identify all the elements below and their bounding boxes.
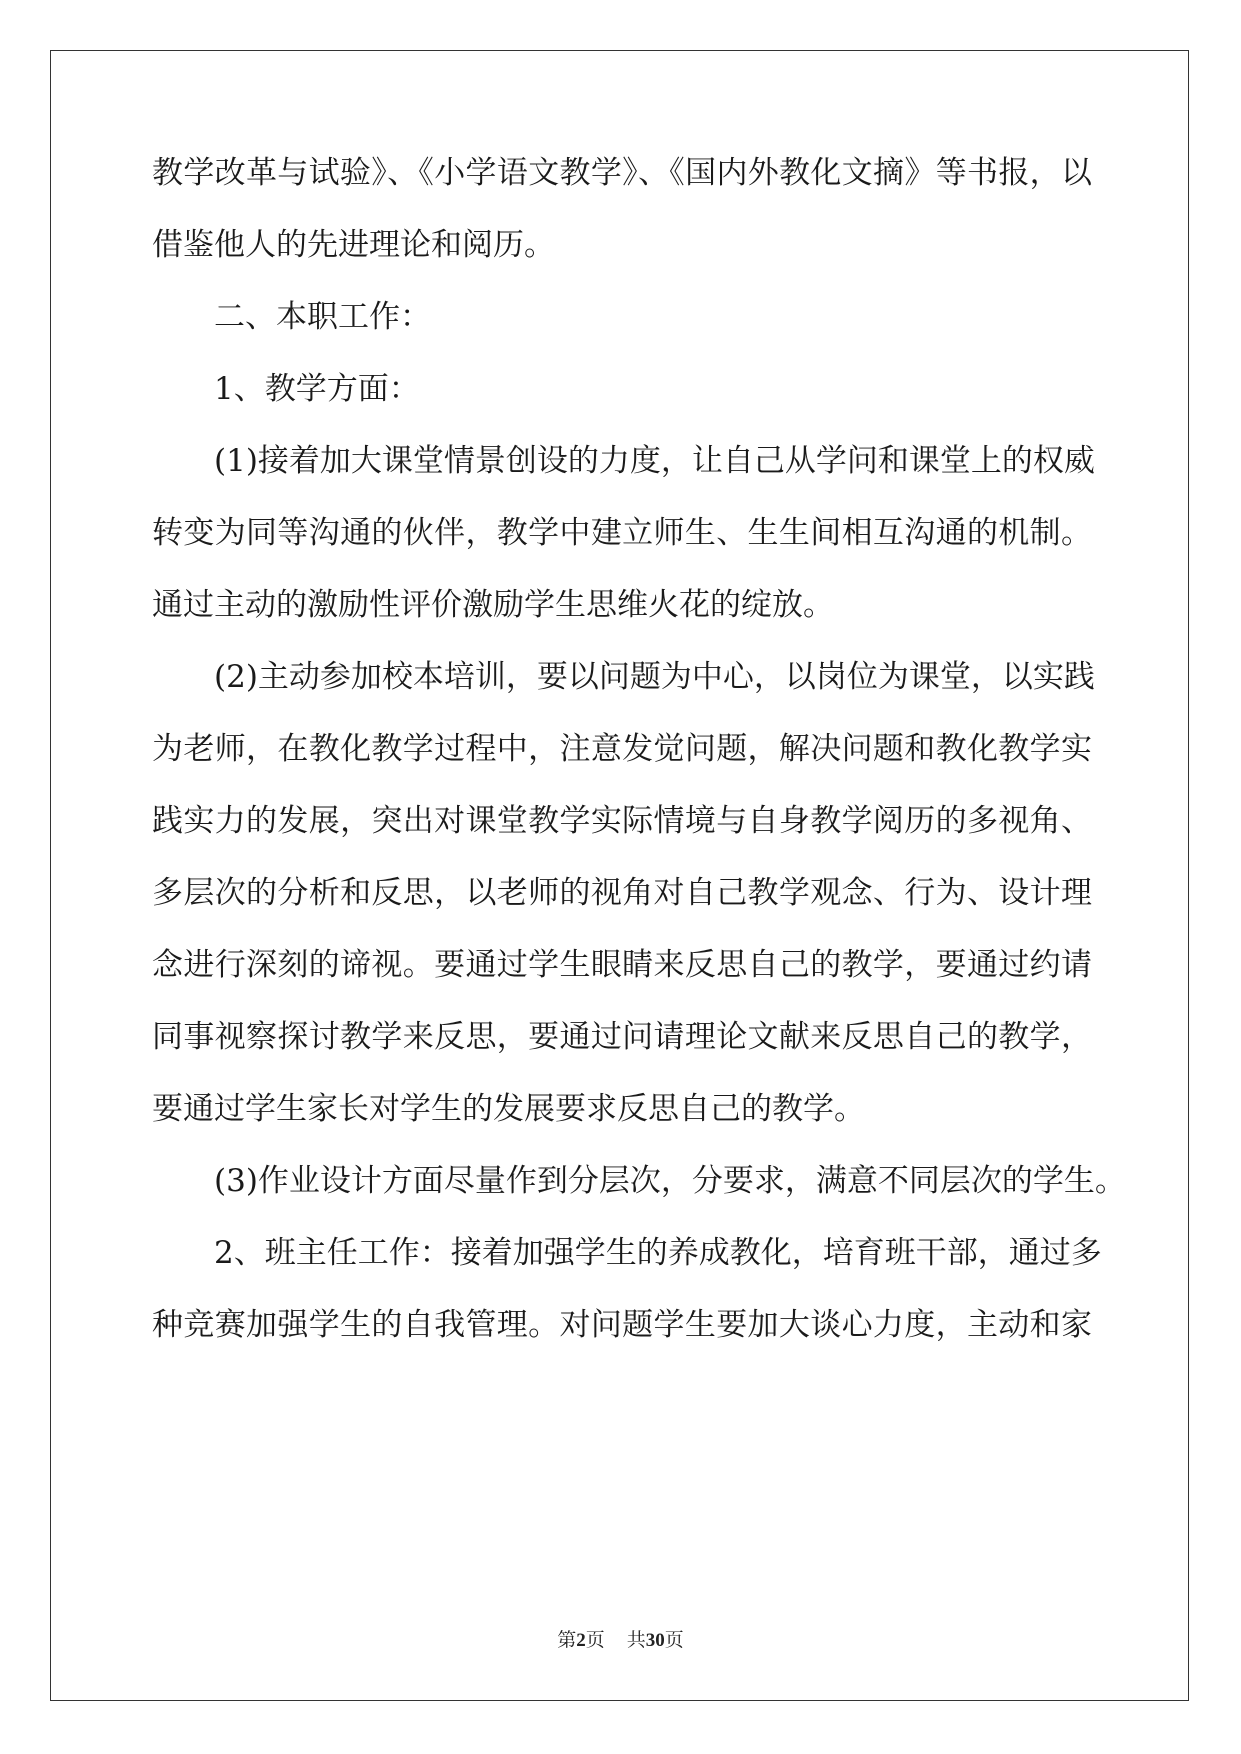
page-total: 共30页 (626, 1629, 684, 1651)
body-line: 为老师，在教化教学过程中，注意发觉问题，解决问题和教化教学实 (152, 731, 1092, 767)
body-line: 多层次的分析和反思，以老师的视角对自己教学观念、行为、设计理 (152, 875, 1092, 911)
body-line: (2)主动参加校本培训，要以问题为中心，以岗位为课堂，以实践 (214, 659, 1095, 695)
body-line: 践实力的发展，突出对课堂教学实际情境与自身教学阅历的多视角、 (152, 803, 1092, 839)
subsection-heading: 1、教学方面： (214, 371, 420, 407)
body-line: 借鉴他人的先进理论和阅历。 (152, 227, 555, 263)
page-number: 第2页 (557, 1629, 605, 1651)
body-line: 转变为同等沟通的伙伴，教学中建立师生、生生间相互沟通的机制。 (152, 515, 1092, 551)
body-line: 教学改革与试验》、《小学语文教学》、《国内外教化文摘》等书报，以 (152, 155, 1092, 191)
body-line: 通过主动的激励性评价激励学生思维火花的绽放。 (152, 587, 834, 623)
body-line: 种竞赛加强学生的自我管理。对问题学生要加大谈心力度，主动和家 (152, 1307, 1092, 1343)
body-line: 要通过学生家长对学生的发展要求反思自己的教学。 (152, 1091, 865, 1127)
body-line: (1)接着加大课堂情景创设的力度，让自己从学问和课堂上的权威 (214, 443, 1095, 479)
body-line: (3)作业设计方面尽量作到分层次，分要求，满意不同层次的学生。 (214, 1163, 1126, 1199)
page-footer (0, 1628, 1241, 1653)
body-line: 同事视察探讨教学来反思，要通过问请理论文献来反思自己的教学， (152, 1019, 1092, 1055)
body-line: 念进行深刻的谛视。要通过学生眼睛来反思自己的教学，要通过约请 (152, 947, 1092, 983)
section-heading: 二、本职工作： (214, 299, 431, 335)
body-line: 2、班主任工作：接着加强学生的养成教化，培育班干部，通过多 (214, 1235, 1102, 1271)
